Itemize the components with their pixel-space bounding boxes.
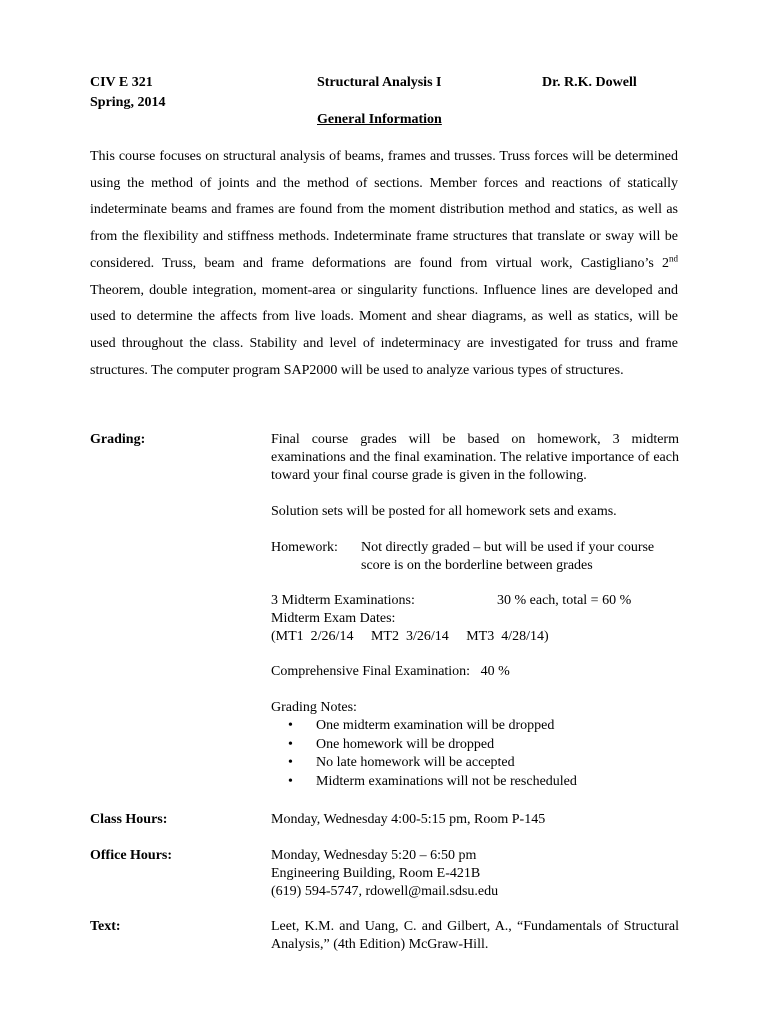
class-hours-label: Class Hours: [90,812,168,827]
midterm-value: 30 % each, total = 60 % [497,593,632,608]
office-hours-time: Monday, Wednesday 5:20 – 6:50 pm [271,848,477,863]
course-title: Structural Analysis I [317,75,442,90]
office-hours-label: Office Hours: [90,848,173,863]
midterm-dates: (MT1 2/26/14 MT2 3/26/14 MT3 4/28/14) [271,629,549,644]
list-item: • One homework will be dropped [288,736,577,755]
grading-intro: Final course grades will be based on homework, 3 midterm examinations and the final examination. The relative importance of each toward your final course grade is given in the following. [271,432,679,483]
solutions-note: Solution sets will be posted for all homework sets and exams. [271,504,617,519]
office-location: Engineering Building, Room E-421B [271,866,481,881]
grading-notes-label: Grading Notes: [271,700,357,715]
homework-text: Not directly graded – but will be used if your course score is on the borderline between grades [361,540,655,573]
list-item: • Midterm examinations will not be rescheduled [288,773,577,792]
grading-label: Grading: [90,432,146,447]
ordinal-superscript: nd [669,253,678,264]
grading-notes-list [288,717,577,791]
course-description [90,144,678,384]
homework-label: Homework: [271,540,338,555]
course-description-part2: Theorem, double integration, moment-area or singularity functions. Influence lines are developed and used to determine the affects from live loads. Moment and shear diagrams, as well as statics, will be used throughout the class. Stability and level of indeterminacy are investigated for truss and frame structures. The computer program SAP2000 will be used to analyze various types of structures. [90,282,678,378]
final-exam-weight: Comprehensive Final Examination: 40 % [271,664,510,679]
textbook-citation: Leet, K.M. and Uang, C. and Gilbert, A., “Fundamentals of Structural Analysis,” (4th Edition) McGraw-Hill. [271,919,679,952]
course-code: CIV E 321 [90,75,153,90]
text-label: Text: [90,919,121,934]
contact-info: (619) 594-5747, rdowell@mail.sdsu.edu [271,884,499,899]
instructor-name: Dr. R.K. Dowell [542,75,637,90]
list-item: • One midterm examination will be dropped [288,717,577,736]
class-hours-value: Monday, Wednesday 4:00-5:15 pm, Room P-145 [271,812,546,827]
midterm-dates-label: Midterm Exam Dates: [271,611,396,626]
midterm-label: 3 Midterm Examinations: [271,593,415,608]
section-title: General Information [317,112,442,127]
list-item: • No late homework will be accepted [288,754,577,773]
course-description-part1: This course focuses on structural analysis of beams, frames and trusses. Truss forces will be determined using the method of joints and the method of sections. Member forces and reactions of statically indeterminate beams and frames are found from the moment distribution method and statics, as well as from the flexibility and stiffness methods. Indeterminate frame structures that translate or sway will be considered. Truss, beam and frame deformations are found from virtual work, Castigliano’s 2 [90,149,678,271]
course-term: Spring, 2014 [90,95,166,110]
